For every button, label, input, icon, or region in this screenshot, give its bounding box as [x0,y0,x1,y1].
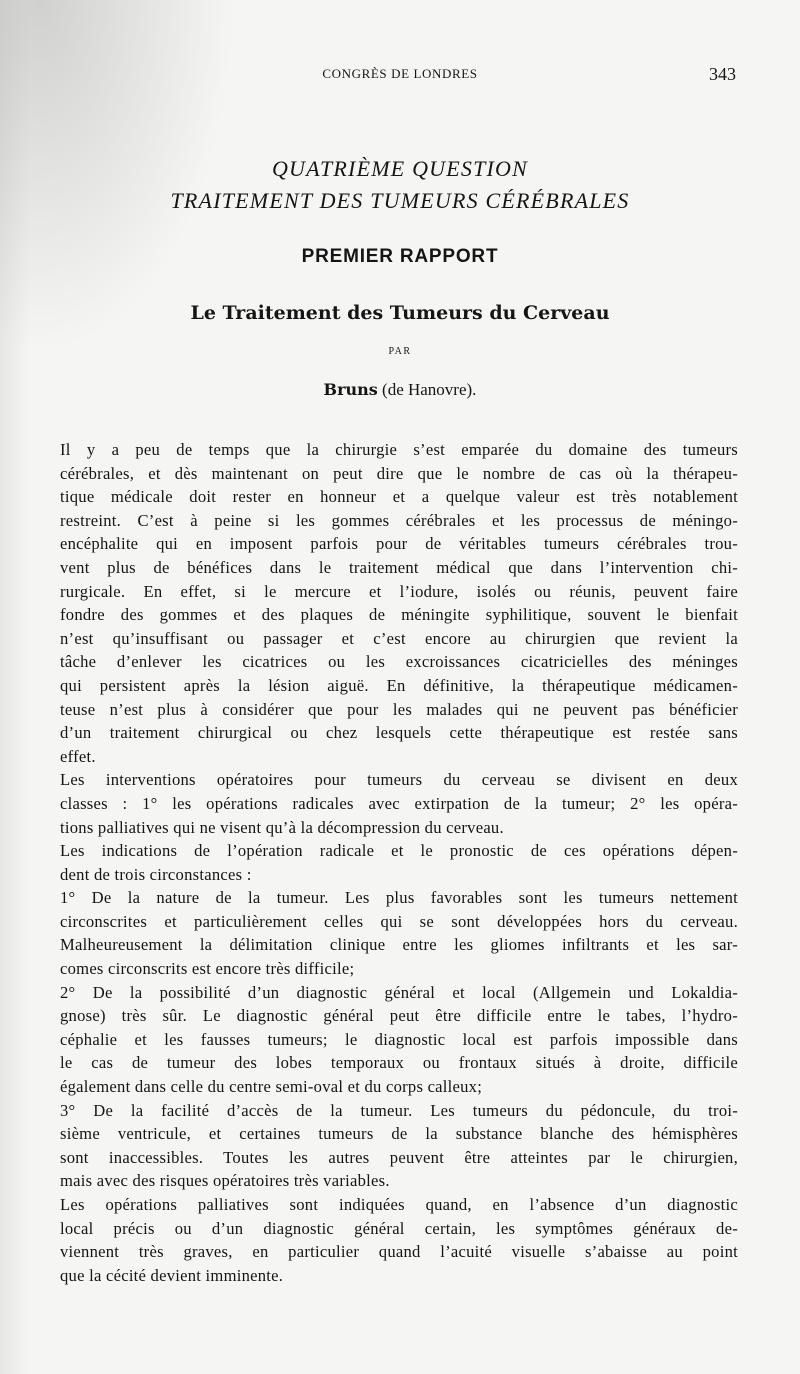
text-line: local précis ou d’un diagnostic général certain, les symptômes généraux de- [60,1218,738,1238]
text-line: 2° De la possibilité d’un diagnostic général et local (Allgemein und Lokaldia- [60,982,738,1002]
question-topic-heading: TRAITEMENT DES TUMEURS CÉRÉBRALES [170,188,630,213]
text-line: sième ventricule, et certaines tumeurs de la substance blanche des hémisphères [60,1124,738,1144]
text-line: viennent très graves, en particulier quand l’acuité visuelle s’abaisse au point [60,1242,738,1262]
running-title: CONGRÈS DE LONDRES [322,66,478,81]
text-line: tions palliatives qui ne visent qu’à la décompression du cerveau. [60,817,504,837]
page-number: 343 [709,64,736,84]
text-line: effet. [60,746,96,766]
text-line: Les opérations palliatives sont indiquées quand, en l’absence d’un diagnostic [60,1195,738,1214]
report-heading: PREMIER RAPPORT [301,246,499,267]
text-line: d’un traitement chirurgical ou chez lesquels cette thérapeutique est restée sans [60,723,738,743]
text-line: dent de trois circonstances : [60,864,252,884]
text-line: que la cécité devient imminente. [60,1265,284,1285]
text-line: sont inaccessibles. Toutes les autres peuvent être atteintes par le chirurgien, [60,1147,738,1167]
text-line: céphalie et les fausses tumeurs; le diagnostic local est parfois impossible dans [60,1029,738,1049]
text-line: teuse n’est plus à considérer que pour les malades qui ne peuvent pas bénéficier [60,699,738,719]
text-line: encéphalite qui en imposent parfois pour de véritables tumeurs cérébrales trou- [60,534,738,554]
text-line: n’est qu’insuffisant ou passager et c’est encore au chirurgien que revient la [60,628,738,648]
text-line: cérébrales, et dès maintenant on peut dire que le nombre de cas où la thérapeu- [60,463,738,483]
text-line: circonscrites et particulièrement celles qui se sont développées hors du cerveau. [60,911,738,931]
byline-par: PAR [388,346,412,357]
body-text [60,438,738,1287]
running-header [0,64,800,86]
text-line: vent plus de bénéfices dans le traitement médical que dans l’intervention chi- [60,557,738,577]
text-line: comes circonscrits est encore très difficile; [60,959,355,979]
author-place: (de Hanovre). [382,380,477,399]
text-line: fondre des gommes et des plaques de méningite syphilitique, souvent le bienfait [60,605,738,625]
text-line: 3° De la facilité d’accès de la tumeur. Les tumeurs du pédoncule, du troi- [60,1100,738,1120]
text-line: Les indications de l’opération radicale et le pronostic de ces opérations dépen- [60,841,738,861]
author-name: Bruns [323,380,378,399]
text-line: également dans celle du centre semi-oval et du corps calleux; [60,1077,483,1097]
author-line [0,380,800,400]
text-line: rurgicale. En effet, si le mercure et l’iodure, isolés ou réunis, peuvent faire [60,581,738,601]
text-line: mais avec des risques opératoires très variables. [60,1171,390,1191]
text-line: classes : 1° les opérations radicales avec extirpation de la tumeur; 2° les opéra- [60,793,738,813]
question-heading: QUATRIÈME QUESTION [271,156,529,181]
text-line: tâche d’enlever les cicatrices ou les excroissances cicatricielles des méninges [60,652,738,672]
text-line: Il y a peu de temps que la chirurgie s’est emparée du domaine des tumeurs [60,440,738,459]
text-line: Les interventions opératoires pour tumeurs du cerveau se divisent en deux [60,770,738,790]
article-title: Le Traitement des Tumeurs du Cerveau [190,302,610,324]
text-line: tique médicale doit rester en honneur et a quelque valeur est très notablement [60,487,738,507]
text-line: gnose) très sûr. Le diagnostic général peut être difficile entre le tabes, l’hydro- [60,1006,738,1026]
text-line: le cas de tumeur des lobes temporaux ou frontaux situés à droite, difficile [60,1053,738,1073]
text-line: Malheureusement la délimitation clinique entre les gliomes infiltrants et les sar- [60,935,738,955]
text-line: qui persistent après la lésion aiguë. En définitive, la thérapeutique médicamen- [60,675,738,695]
text-line: 1° De la nature de la tumeur. Les plus favorables sont les tumeurs nettement [60,888,738,908]
text-line: restreint. C’est à peine si les gommes cérébrales et les processus de méningo- [60,510,738,530]
